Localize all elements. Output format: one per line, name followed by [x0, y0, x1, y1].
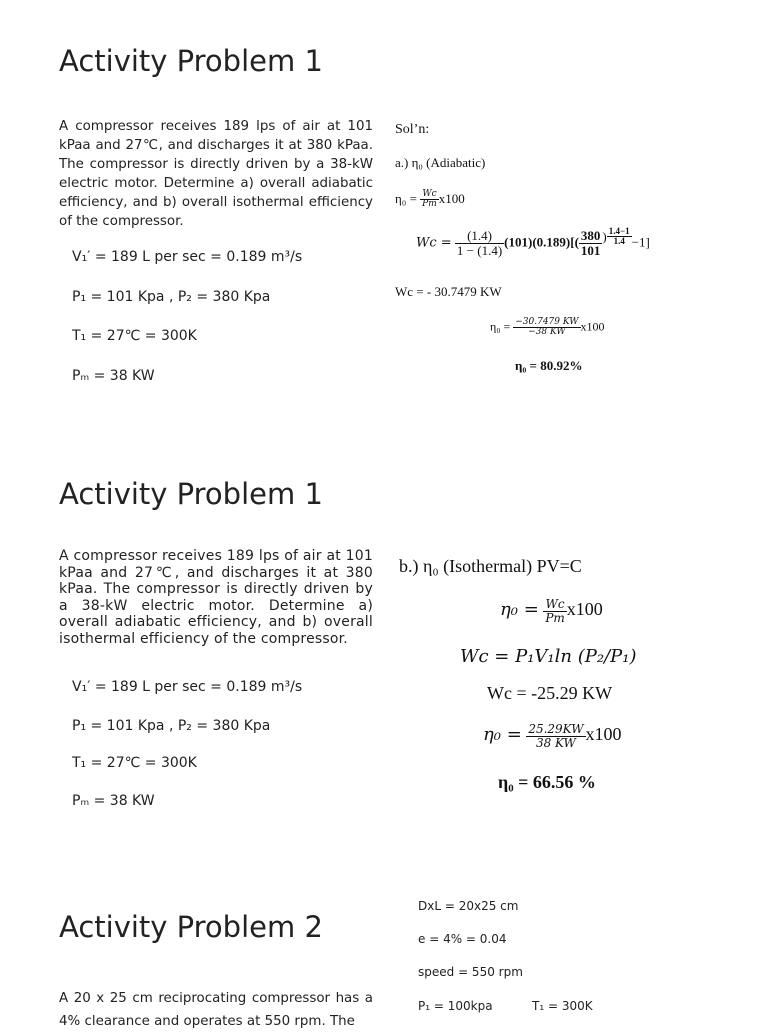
slide2-given-v1: V₁′ = 189 L per sec = 0.189 m³/s [72, 679, 303, 695]
x100-label: x100 [566, 599, 603, 620]
slide2-title: Activity Problem 1 [59, 477, 323, 511]
slide1-soln-label: Sol’n: [395, 122, 430, 137]
x100-label: x100 [438, 190, 465, 206]
slide2-given-temperature: T₁ = 27℃ = 300K [72, 755, 197, 771]
exponent-denominator: 1.4 [613, 236, 625, 247]
slide1-given-pressure: P₁ = 101 Kpa , P₂ = 380 Kpa [72, 289, 271, 305]
efficiency-fraction [526, 723, 585, 749]
slide1-problem-text: A compressor receives 189 lps of air at 101 kPaa and 27℃, and discharges it at 380 kPaa. The compressor is directly driven by a 38-kW electric motor. Determine a) overall adiabatic efficiency, and b) overall isothermal efficiency of the compressor. [59, 119, 373, 229]
slide2-wc-result: Wc = -25.29 KW [487, 683, 613, 703]
x100-label: x100 [585, 724, 622, 745]
slide1-work-formula: Wc = $\frac{(1.4)}{1 - (1.4)}$ (101)(0.189)[( $\frac{380}{101}$ ) $\frac{1.4-1}{1.4}$ −1] [416, 226, 650, 258]
k-numerator: (1.4) [455, 229, 504, 244]
slide3-given-p1: P₁ = 100kpa [418, 999, 493, 1013]
slide3-problem-text: A 20 x 25 cm reciprocating compressor has a 4% clearance and operates at 550 rpm. The [59, 991, 373, 1029]
slide2-efficiency-result: η₀ = 66.56 % [498, 772, 596, 792]
slide1-efficiency-result: η₀ = 80.92% [515, 358, 583, 373]
eta-lhs: η₀ = [500, 599, 539, 621]
slide1-title: Activity Problem 1 [59, 44, 323, 78]
eta-lhs: η₀ = [395, 190, 417, 206]
slide2-problem-text: A compressor receives 189 lps of air at 101 kPaa and 27℃, and discharges it at 380 kPaa. The compressor is directly driven by a 38-kW electric motor. Determine a) overall adiabatic efficiency, and b) overall isothermal efficiency of the compressor. [59, 548, 373, 647]
efficiency-fraction [513, 318, 580, 338]
slide3-given-dxl: DxL = 20x25 cm [418, 899, 519, 913]
slide2-efficiency-calc [483, 723, 622, 749]
slide1-part-a-label: a.) η₀ (Adiabatic) [395, 155, 486, 170]
efficiency-denominator: −38 KW [528, 327, 566, 338]
slide1-wc-result: Wc = - 30.7479 KW [395, 284, 502, 299]
k-fraction [455, 229, 504, 257]
p1-value: 101 [580, 242, 601, 258]
slide2-efficiency-formula [500, 598, 603, 624]
slide3-given-clearance: e = 4% = 0.04 [418, 932, 507, 946]
slide1-given-motor-power: Pₘ = 38 KW [72, 368, 155, 384]
eta-lhs: η₀ = [490, 319, 511, 334]
slide1-efficiency-formula [395, 190, 465, 210]
p2-value: 380 [580, 228, 601, 244]
fraction-denominator: Pm [545, 610, 565, 625]
exponent-fraction [607, 227, 632, 247]
formula-middle: (101)(0.189)[( [504, 234, 579, 250]
slide1-given-v1: V₁′ = 189 L per sec = 0.189 m³/s [72, 249, 303, 265]
exponent-numerator: 1.4−1 [608, 226, 630, 236]
pressure-ratio-fraction [579, 229, 603, 257]
fraction-numerator: Wc [543, 598, 566, 612]
eta-lhs: η₀ = [483, 724, 522, 746]
efficiency-denominator: 38 KW [535, 735, 576, 750]
slide1-efficiency-calc [490, 318, 605, 338]
efficiency-numerator: −30.7479 KW [515, 317, 579, 327]
slide3-given-speed: speed = 550 rpm [418, 965, 523, 979]
efficiency-numerator: 25.29KW [528, 722, 584, 736]
slide2-work-formula: Wc = P₁V₁ln (P₂/P₁) [460, 646, 637, 667]
slide2-given-motor-power: Pₘ = 38 KW [72, 793, 155, 809]
slide1-given-temperature: T₁ = 27℃ = 300K [72, 328, 197, 344]
slide3-given-t1: T₁ = 300K [532, 999, 593, 1013]
wc-over-pm-fraction [420, 190, 439, 210]
wc-lhs: Wc = [416, 235, 452, 251]
x100-label: x100 [580, 319, 605, 334]
slide3-title: Activity Problem 2 [59, 910, 323, 944]
fraction-denominator: Pm [422, 199, 437, 210]
k-denominator: 1 − (1.4) [456, 242, 503, 258]
slide2-given-pressure: P₁ = 101 Kpa , P₂ = 380 Kpa [72, 718, 271, 734]
formula-tail: −1] [631, 234, 650, 250]
wc-over-pm-fraction [543, 598, 566, 624]
fraction-numerator: Wc [420, 190, 439, 200]
slide2-part-b-label: b.) η₀ (Isothermal) PV=C [399, 556, 582, 576]
